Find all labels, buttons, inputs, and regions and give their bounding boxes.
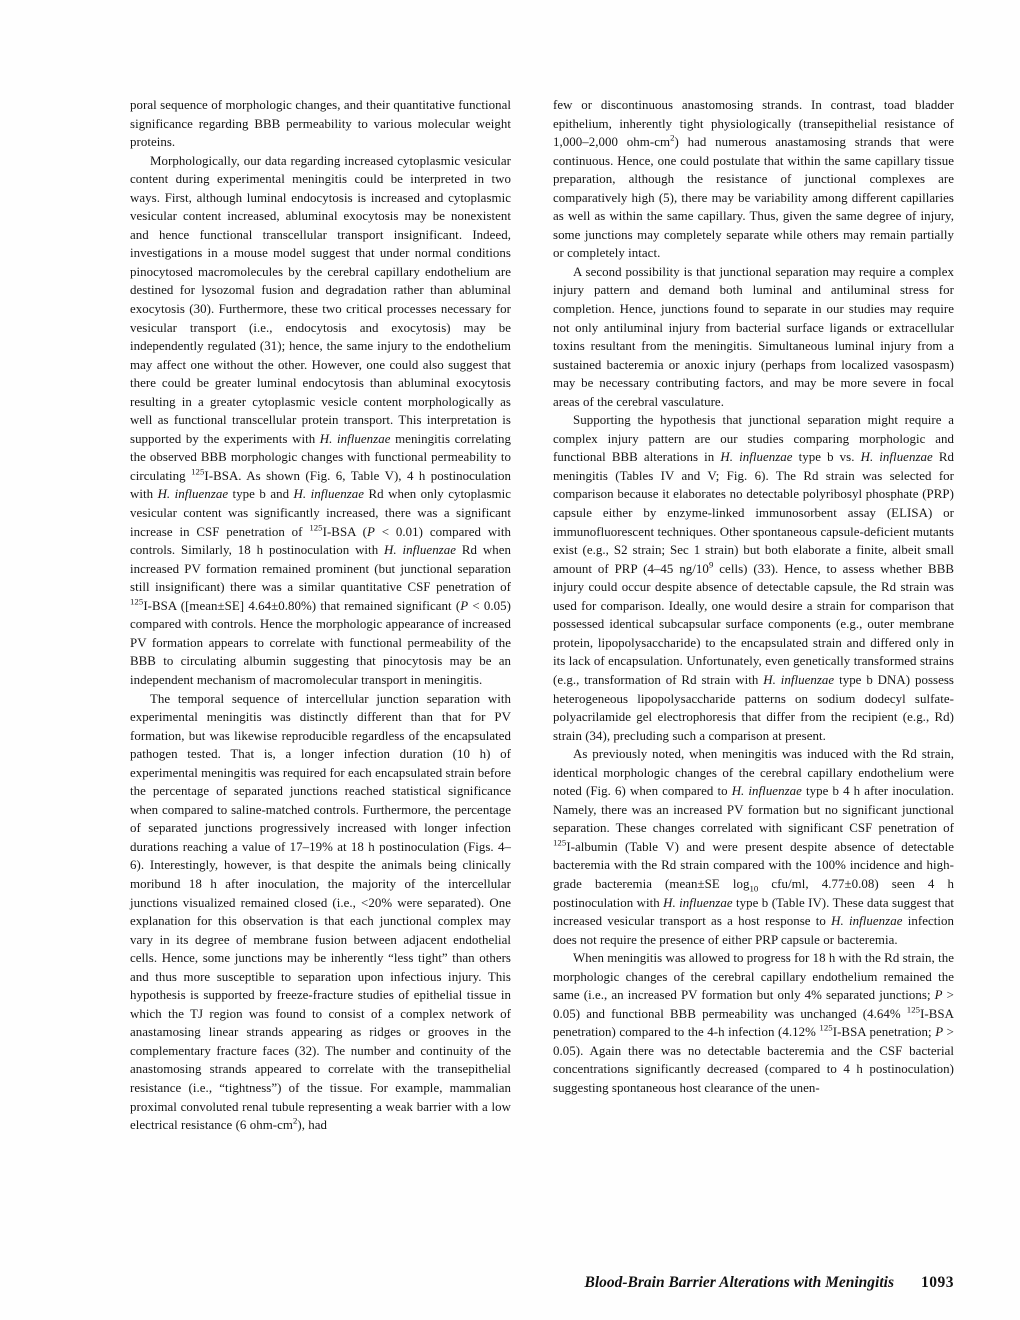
paragraph: As previously noted, when meningitis was induced with the Rd strain, identical morphologic changes of the cerebral capillary endothelium were noted (Fig. 6) when compared to H. influenzae type b 4 h after inoculation. Namely, there was an increased PV formation but no significant junctional separation. These changes correlated with significant CSF penetration of $^{125}$I-albumin (Table V) and were present despite absence of detectable bacteremia with the Rd strain compared with the 100% incidence and high-grade bacteremia (mean±SE $\log_{10} cfu/ml$, 4.77±0.08) seen 4 h postinoculation with H. influenzae type b (Table IV). These data suggest that increased vesicular transport as a host response to H. influenzae infection does not require the presence of either PRP capsule or bacteremia.: [553, 747, 955, 947]
running-title: Blood-Brain Barrier Alterations with Meningitis: [584, 1274, 894, 1291]
paragraph: poral sequence of morphologic changes, and their quantitative functional significance regarding BBB permeability to various molecular weight proteins.: [130, 98, 511, 150]
paragraph: Morphologically, our data regarding increased cytoplasmic vesicular content during experimental meningitis could be interpreted in two ways. First, although luminal endocytosis is increased and cytoplasmic vesicular content increased, abluminal exocytosis may be nonexistent and hence functional transcellular transport insignificant. Indeed, investigations in a mouse model suggest that under normal conditions pinocytosed macromolecules by the cerebral capillary endothelium are destined for lysozomal fusion and degradation rather than abluminal exocytosis (30). Furthermore, these two critical processes necessary for vesicular transport (i.e., endocytosis and exocytosis) may be independently regulated (31); hence, the same injury to the endothelium may affect one without the other. However, one could also suggest that there could be greater luminal endocytosis than abluminal exocytosis resulting in a greater cytoplasmic vesicle content morphologically as well as functional transcellular protein transport. This interpretation is supported by the experiments with H. influenzae meningitis correlating the observed BBB morphologic changes with functional permeability to circulating $^{125}$I-BSA. As shown (Fig. 6, Table V), 4 h postinoculation with H. influenzae type b and H. influenzae Rd when only cytoplasmic vesicular content was significantly increased, there was a significant increase in CSF penetration of $^{125}$I-BSA (P < 0.01) compared with controls. Similarly, 18 h postinoculation with H. influenzae Rd when increased PV formation remained prominent (but junctional separation still insignificant) there was a similar quantitative CSF penetration of $^{125}$I-BSA ([mean±SE] 4.64±0.80%) that remained significant (P < 0.05) compared with controls. Hence the morphologic appearance of increased PV formation appears to correlate with functional permeability of the BBB to circulating albumin suggesting that pinocytosis may be an independent mechanism of macromolecular transport in meningitis.: [130, 153, 512, 687]
text-column-right: [553, 96, 954, 1135]
page-footer: [584, 1274, 954, 1292]
two-column-text-block: [130, 96, 954, 1135]
paragraph: The temporal sequence of intercellular junction separation with experimental meningitis was distinctly different than that for PV formation, but was likewise reproducible regardless of the encapsulated pathogen tested. That is, a longer infection duration (10 h) of experimental meningitis was required for each encapsulated strain before the percentage of separated junctions reached statistical significance when compared to saline-matched controls. Furthermore, the percentage of separated junctions progressively increased with longer infection durations reaching a value of 17–19% at 18 h postinoculation (Figs. 4–6). Interestingly, however, is that despite the animals being clinically moribund 18 h after inoculation, the majority of the intercellular junctions visualized remained closed (i.e., <20% were separated). One explanation for this observation is that each junctional complex may vary in its degree of membrane fusion between adjacent endothelial cells. Hence, some junctions may be inherently “less tight” than others and thus more susceptible to separation upon infectious injury. This hypothesis is supported by freeze-fracture studies of epithelial tissue in which the TJ region was found to consist of a complex network of anastamosing linear strands appearing as ridges or grooves in the complementary fracture faces (32). The number and continuity of the anastomosing strands appeared to correlate with the transepithelial resistance (i.e., “tightness”) of the tissue. For example, mammalian proximal convoluted renal tubule representing a weak barrier with a low electrical resistance (6 ohm-$cm^2$), had: [130, 691, 511, 1133]
text-column-left: [130, 96, 511, 1135]
paragraph: few or discontinuous anastomosing strands. In contrast, toad bladder epithelium, inherently tight physiologically (transepithelial resistance of 1,000–2,000 ohm-$cm^2$) had numerous anastamosing strands that were continuous. Hence, one could postulate that within the same capillary tissue preparation, although the resistance of junctional complexes are comparatively high (5), there may be variability among different capillaries as well as within the same capillary. Thus, given the same degree of injury, some junctions may completely separate while others may remain partially or completely intact.: [553, 98, 954, 261]
paragraph: A second possibility is that junctional separation may require a complex injury pattern and demand both luminal and antiluminal stress for completion. Hence, junctions found to separate in our studies may require not only antiluminal injury from bacterial surface ligands or extracellular toxins resultant from the meningitis. Simultaneous luminal injury from a sustained bacteremia or anoxic injury (perhaps from localized vasospasm) may be necessary contributing factors, and may be more severe in focal areas of the cerebral vasculature.: [553, 264, 954, 409]
paragraph: Supporting the hypothesis that junctional separation might require a complex injury pattern are our studies comparing morphologic and functional BBB alterations in H. influenzae type b vs. H. influenzae Rd meningitis (Tables IV and V; Fig. 6). The Rd strain was selected for comparison because it elaborates no detectable polyribosyl phosphate (PRP) capsule either by enzyme-linked immunosorbent assay (ELISA) or immunofluorescent techniques. Other spontaneous capsule-deficient mutants exist (e.g., S2 strain; Sec 1 strain) but both elaborate a finite, albeit small amount of PRP (4–45 $ng/10^9$ cells) (33). Hence, to assess whether BBB injury could occur despite absence of detectable capsule, the Rd strain was used for comparison. Ideally, one would desire a strain for comparison that possessed identical subcapsular surface components (e.g., outer membrane protein, lipopolysaccharide) to the encapsulated strain and differed only in its lack of encapsulation. Unfortunately, even genetically transformed strains (e.g., transformation of Rd strain with H. influenzae type b DNA) possess heterogeneous lipopolysaccharide patterns on sodium dodecyl sulfate-polyacrilamide gel electrophoresis that differ from the recipient (e.g., Rd) strain (34), precluding such a comparison at present.: [553, 413, 955, 743]
paragraph: When meningitis was allowed to progress for 18 h with the Rd strain, the morphologic changes of the cerebral capillary endothelium remained the same (i.e., an increased PV formation but only 4% separated junctions; P > 0.05) and functional BBB permeability was unchanged (4.64% $^{125}$I-BSA penetration) compared to the 4-h infection (4.12% $^{125}$I-BSA penetration; P > 0.05). Again there was no detectable bacteremia and the CSF bacterial concentrations significantly decreased (compared to 4 h postinoculation) suggesting spontaneous host clearance of the unen-: [553, 951, 954, 1095]
page-number: 1093: [921, 1274, 954, 1291]
